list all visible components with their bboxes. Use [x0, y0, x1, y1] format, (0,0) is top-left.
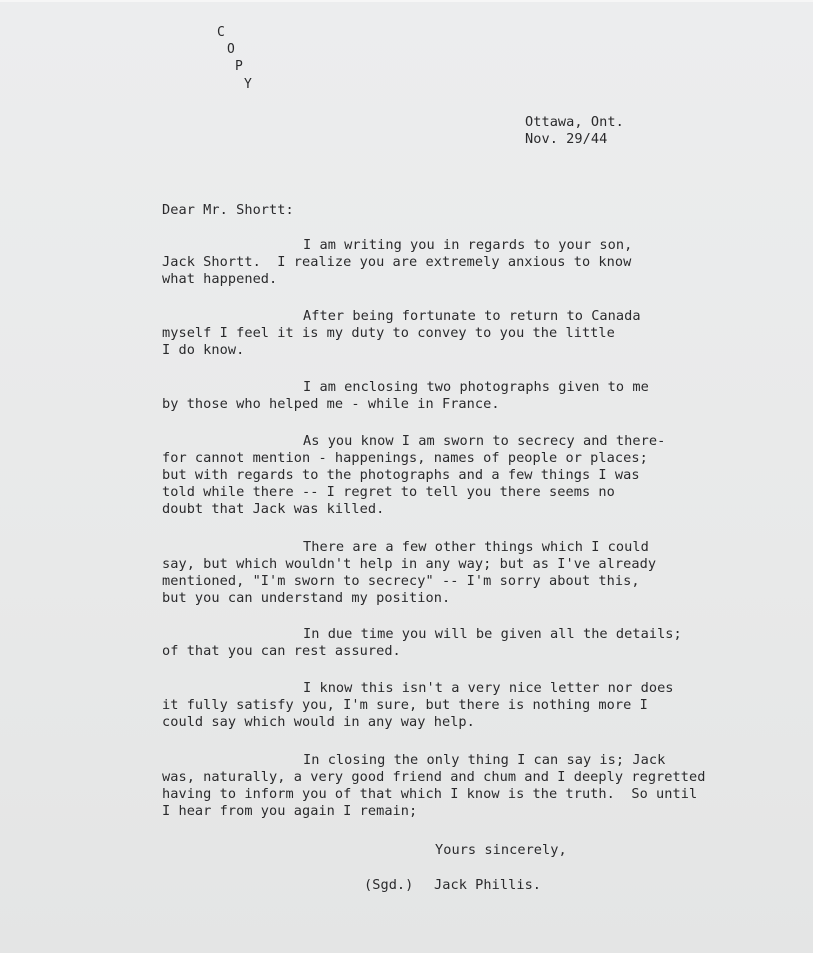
paragraph-7-line-2: it fully satisfy you, I'm sure, but there is nothing more I [162, 697, 648, 713]
letter-place: Ottawa, Ont. [525, 114, 624, 130]
paragraph-4-line-3: but with regards to the photographs and a few things I was [162, 467, 640, 483]
paragraph-8-line-1: In closing the only thing I can say is; Jack [303, 752, 666, 768]
copy-mark-p: P [235, 59, 243, 74]
copy-mark-o: O [227, 42, 235, 57]
paragraph-5-line-1: There are a few other things which I could [303, 539, 649, 555]
paragraph-2-line-3: I do know. [162, 342, 245, 358]
paragraph-6-line-1: In due time you will be given all the details; [303, 626, 682, 642]
paragraph-6-line-2: of that you can rest assured. [162, 643, 401, 659]
copy-mark-y: Y [244, 77, 252, 92]
paragraph-5-line-4: but you can understand my position. [162, 590, 451, 606]
paragraph-4-line-1: As you know I am sworn to secrecy and there- [303, 433, 666, 449]
paragraph-3-line-2: by those who helped me - while in France. [162, 396, 500, 412]
paragraph-8-line-4: I hear from you again I remain; [162, 803, 418, 819]
paragraph-5-line-2: say, but which wouldn't help in any way; but as I've already [162, 556, 657, 572]
paragraph-4-line-5: doubt that Jack was killed. [162, 501, 385, 517]
paragraph-2-line-2: myself I feel it is my duty to convey to you the little [162, 325, 615, 341]
paragraph-2-line-1: After being fortunate to return to Canada [303, 308, 641, 324]
paragraph-8-line-3: having to inform you of that which I know is the truth. So until [162, 786, 698, 802]
closing: Yours sincerely, [435, 842, 567, 858]
copy-mark-c: C [217, 25, 225, 40]
signature-prefix: (Sgd.) [364, 877, 414, 893]
signature-name: Jack Phillis. [434, 877, 542, 893]
paragraph-8-line-2: was, naturally, a very good friend and chum and I deeply regretted [162, 769, 706, 785]
paragraph-5-line-3: mentioned, "I'm sworn to secrecy" -- I'm sorry about this, [162, 573, 640, 589]
paragraph-1-line-2: Jack Shortt. I realize you are extremely anxious to know [162, 254, 632, 270]
paragraph-4-line-2: for cannot mention - happenings, names of people or places; [162, 450, 648, 466]
salutation: Dear Mr. Shortt: [162, 202, 294, 218]
paragraph-3-line-1: I am enclosing two photographs given to me [303, 379, 649, 395]
paragraph-7-line-1: I know this isn't a very nice letter nor does [303, 680, 674, 696]
paragraph-7-line-3: could say which would in any way help. [162, 714, 475, 730]
paragraph-4-line-4: told while there -- I regret to tell you there seems no [162, 484, 615, 500]
letter-date: Nov. 29/44 [525, 131, 608, 147]
paragraph-1-line-3: what happened. [162, 271, 278, 287]
paragraph-1-line-1: I am writing you in regards to your son, [303, 237, 633, 253]
